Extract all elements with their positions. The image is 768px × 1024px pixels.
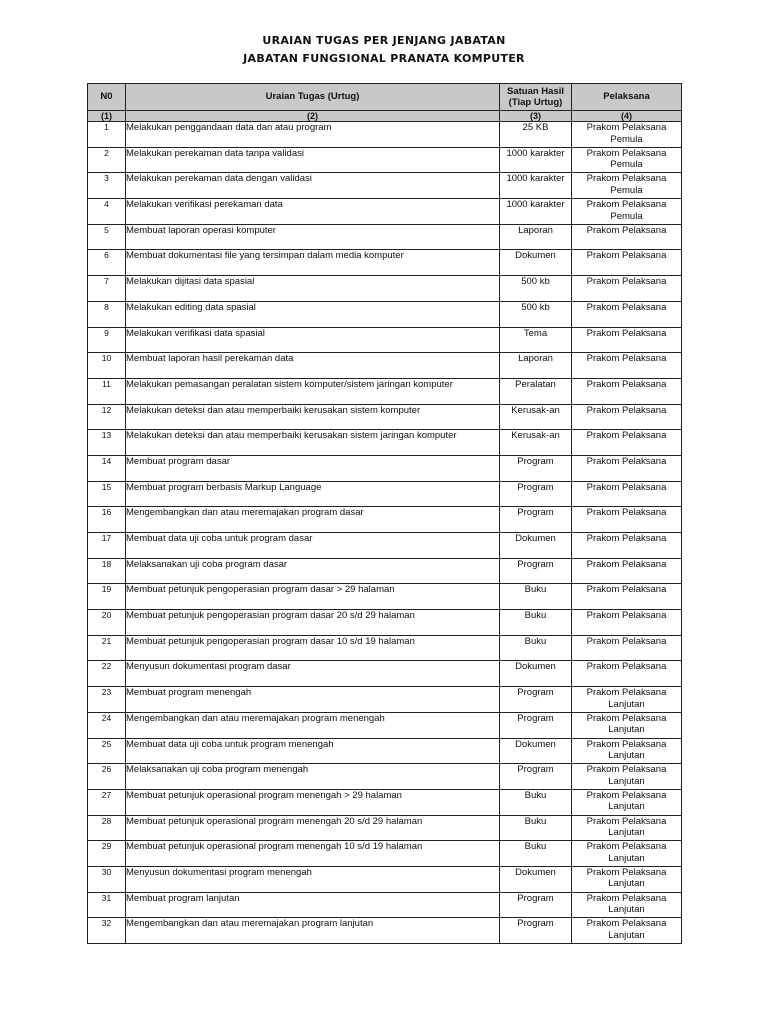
row-executor: Prakom Pelaksana <box>572 224 682 250</box>
row-unit: Program <box>500 507 572 533</box>
row-unit: 1000 karakter <box>500 147 572 173</box>
row-number: 11 <box>88 378 126 404</box>
table-row <box>88 327 682 353</box>
row-unit: Program <box>500 455 572 481</box>
row-number: 27 <box>88 789 126 815</box>
column-number: (2) <box>126 111 500 122</box>
row-task: Menyusun dokumentasi program menengah <box>126 866 500 892</box>
header-unit-line2: (Tiap Urtug) <box>508 97 563 108</box>
row-number: 24 <box>88 712 126 738</box>
row-number: 7 <box>88 276 126 302</box>
row-number: 32 <box>88 918 126 944</box>
row-number: 29 <box>88 841 126 867</box>
table-row <box>88 687 682 713</box>
row-unit: Dokumen <box>500 866 572 892</box>
row-number: 15 <box>88 481 126 507</box>
row-task: Melakukan deteksi dan atau memperbaiki kerusakan sistem komputer <box>126 404 500 430</box>
row-executor: Prakom Pelaksana Lanjutan <box>572 892 682 918</box>
row-task: Melakukan penggandaan data dan atau program <box>126 122 500 148</box>
row-number: 5 <box>88 224 126 250</box>
table-row <box>88 147 682 173</box>
row-unit: 500 kb <box>500 276 572 302</box>
row-executor: Prakom Pelaksana <box>572 481 682 507</box>
row-task: Menyusun dokumentasi program dasar <box>126 661 500 687</box>
row-unit: Laporan <box>500 353 572 379</box>
row-task: Melakukan perekaman data tanpa validasi <box>126 147 500 173</box>
row-executor: Prakom Pelaksana <box>572 301 682 327</box>
row-executor: Prakom Pelaksana Lanjutan <box>572 764 682 790</box>
row-number: 28 <box>88 815 126 841</box>
row-unit: Program <box>500 764 572 790</box>
row-unit: Dokumen <box>500 250 572 276</box>
row-number: 19 <box>88 584 126 610</box>
row-task: Membuat laporan operasi komputer <box>126 224 500 250</box>
row-task: Membuat petunjuk pengoperasian program dasar > 29 halaman <box>126 584 500 610</box>
row-task: Melakukan editing data spasial <box>126 301 500 327</box>
header-row <box>88 84 682 111</box>
row-unit: Peralatan <box>500 378 572 404</box>
header-exec: Pelaksana <box>572 84 682 111</box>
row-unit: Program <box>500 918 572 944</box>
row-task: Melakukan dijitasi data spasial <box>126 276 500 302</box>
row-unit: 1000 karakter <box>500 173 572 199</box>
row-executor: Prakom Pelaksana Lanjutan <box>572 841 682 867</box>
row-task: Melakukan deteksi dan atau memperbaiki kerusakan sistem jaringan komputer <box>126 430 500 456</box>
row-number: 20 <box>88 610 126 636</box>
table-row <box>88 173 682 199</box>
row-task: Melakukan verifikasi perekaman data <box>126 199 500 225</box>
table-row <box>88 455 682 481</box>
row-unit: 500 kb <box>500 301 572 327</box>
column-number: (3) <box>500 111 572 122</box>
row-number: 6 <box>88 250 126 276</box>
row-executor: Prakom Pelaksana <box>572 327 682 353</box>
row-number: 17 <box>88 533 126 559</box>
row-task: Melakukan verifikasi data spasial <box>126 327 500 353</box>
row-number: 16 <box>88 507 126 533</box>
row-unit: Program <box>500 892 572 918</box>
row-task: Mengembangkan dan atau meremajakan program menengah <box>126 712 500 738</box>
table-row <box>88 815 682 841</box>
table-row <box>88 635 682 661</box>
table-row <box>88 584 682 610</box>
table-row <box>88 892 682 918</box>
table-row <box>88 533 682 559</box>
task-table <box>87 83 682 944</box>
row-task: Membuat program lanjutan <box>126 892 500 918</box>
table-row <box>88 199 682 225</box>
table-row <box>88 712 682 738</box>
row-task: Membuat petunjuk pengoperasian program dasar 10 s/d 19 halaman <box>126 635 500 661</box>
table-row <box>88 558 682 584</box>
row-number: 4 <box>88 199 126 225</box>
row-executor: Prakom Pelaksana Lanjutan <box>572 687 682 713</box>
row-number: 1 <box>88 122 126 148</box>
row-number: 8 <box>88 301 126 327</box>
row-number: 26 <box>88 764 126 790</box>
table-row <box>88 301 682 327</box>
row-number: 2 <box>88 147 126 173</box>
row-executor: Prakom Pelaksana <box>572 353 682 379</box>
row-executor: Prakom Pelaksana Pemula <box>572 122 682 148</box>
row-unit: Kerusak-an <box>500 430 572 456</box>
row-task: Membuat petunjuk operasional program menengah 10 s/d 19 halaman <box>126 841 500 867</box>
row-unit: Buku <box>500 584 572 610</box>
row-task: Melakukan pemasangan peralatan sistem komputer/sistem jaringan komputer <box>126 378 500 404</box>
row-unit: Buku <box>500 841 572 867</box>
table-row <box>88 918 682 944</box>
row-task: Membuat data uji coba untuk program menengah <box>126 738 500 764</box>
column-number: (1) <box>88 111 126 122</box>
row-executor: Prakom Pelaksana Lanjutan <box>572 738 682 764</box>
row-number: 14 <box>88 455 126 481</box>
row-executor: Prakom Pelaksana Lanjutan <box>572 789 682 815</box>
column-number-row <box>88 111 682 122</box>
table-row <box>88 841 682 867</box>
row-unit: Program <box>500 712 572 738</box>
row-task: Melaksanakan uji coba program menengah <box>126 764 500 790</box>
table-row <box>88 481 682 507</box>
row-executor: Prakom Pelaksana Lanjutan <box>572 712 682 738</box>
row-task: Mengembangkan dan atau meremajakan program dasar <box>126 507 500 533</box>
row-executor: Prakom Pelaksana <box>572 584 682 610</box>
row-number: 3 <box>88 173 126 199</box>
row-executor: Prakom Pelaksana <box>572 455 682 481</box>
row-task: Membuat program menengah <box>126 687 500 713</box>
row-executor: Prakom Pelaksana Pemula <box>572 199 682 225</box>
row-number: 23 <box>88 687 126 713</box>
row-unit: 1000 karakter <box>500 199 572 225</box>
row-number: 10 <box>88 353 126 379</box>
header-unit-line1: Satuan Hasil <box>506 85 565 97</box>
row-unit: 25 KB <box>500 122 572 148</box>
row-task: Melakukan perekaman data dengan validasi <box>126 173 500 199</box>
table-row <box>88 404 682 430</box>
row-task: Mengembangkan dan atau meremajakan program lanjutan <box>126 918 500 944</box>
table-row <box>88 430 682 456</box>
row-task: Melaksanakan uji coba program dasar <box>126 558 500 584</box>
row-unit: Dokumen <box>500 661 572 687</box>
row-executor: Prakom Pelaksana <box>572 558 682 584</box>
header-unit <box>500 84 572 111</box>
row-task: Membuat dokumentasi file yang tersimpan dalam media komputer <box>126 250 500 276</box>
row-unit: Laporan <box>500 224 572 250</box>
row-executor: Prakom Pelaksana Pemula <box>572 147 682 173</box>
row-executor: Prakom Pelaksana <box>572 635 682 661</box>
document-subtitle: JABATAN FUNGSIONAL PRANATA KOMPUTER <box>243 52 525 65</box>
row-unit: Dokumen <box>500 533 572 559</box>
table-row <box>88 661 682 687</box>
table-row <box>88 276 682 302</box>
table-row <box>88 610 682 636</box>
table-row <box>88 122 682 148</box>
row-unit: Program <box>500 558 572 584</box>
row-unit: Buku <box>500 815 572 841</box>
row-unit: Buku <box>500 610 572 636</box>
row-executor: Prakom Pelaksana <box>572 430 682 456</box>
table-row <box>88 250 682 276</box>
column-number: (4) <box>572 111 682 122</box>
row-executor: Prakom Pelaksana <box>572 250 682 276</box>
row-executor: Prakom Pelaksana Lanjutan <box>572 866 682 892</box>
row-number: 13 <box>88 430 126 456</box>
row-task: Membuat data uji coba untuk program dasar <box>126 533 500 559</box>
row-executor: Prakom Pelaksana Lanjutan <box>572 815 682 841</box>
row-number: 9 <box>88 327 126 353</box>
row-executor: Prakom Pelaksana Pemula <box>572 173 682 199</box>
row-unit: Program <box>500 481 572 507</box>
header-no: N0 <box>88 84 126 111</box>
row-number: 21 <box>88 635 126 661</box>
table-row <box>88 507 682 533</box>
row-unit: Buku <box>500 635 572 661</box>
row-number: 25 <box>88 738 126 764</box>
table-row <box>88 866 682 892</box>
table-row <box>88 789 682 815</box>
header-task: Uraian Tugas (Urtug) <box>126 84 500 111</box>
row-executor: Prakom Pelaksana <box>572 610 682 636</box>
table-row <box>88 764 682 790</box>
row-unit: Tema <box>500 327 572 353</box>
document-title: URAIAN TUGAS PER JENJANG JABATAN <box>262 34 506 47</box>
row-executor: Prakom Pelaksana <box>572 533 682 559</box>
row-task: Membuat program dasar <box>126 455 500 481</box>
row-executor: Prakom Pelaksana <box>572 378 682 404</box>
table-row <box>88 378 682 404</box>
row-number: 12 <box>88 404 126 430</box>
row-task: Membuat petunjuk operasional program menengah > 29 halaman <box>126 789 500 815</box>
row-executor: Prakom Pelaksana <box>572 507 682 533</box>
row-unit: Kerusak-an <box>500 404 572 430</box>
row-task: Membuat program berbasis Markup Language <box>126 481 500 507</box>
table-row <box>88 224 682 250</box>
row-unit: Program <box>500 687 572 713</box>
table-row <box>88 353 682 379</box>
row-number: 30 <box>88 866 126 892</box>
table-row <box>88 738 682 764</box>
row-number: 22 <box>88 661 126 687</box>
table-body <box>88 122 682 944</box>
row-executor: Prakom Pelaksana Lanjutan <box>572 918 682 944</box>
row-number: 18 <box>88 558 126 584</box>
row-task: Membuat laporan hasil perekaman data <box>126 353 500 379</box>
row-executor: Prakom Pelaksana <box>572 404 682 430</box>
row-unit: Buku <box>500 789 572 815</box>
row-executor: Prakom Pelaksana <box>572 661 682 687</box>
row-task: Membuat petunjuk operasional program menengah 20 s/d 29 halaman <box>126 815 500 841</box>
row-number: 31 <box>88 892 126 918</box>
row-unit: Dokumen <box>500 738 572 764</box>
row-executor: Prakom Pelaksana <box>572 276 682 302</box>
row-task: Membuat petunjuk pengoperasian program dasar 20 s/d 29 halaman <box>126 610 500 636</box>
